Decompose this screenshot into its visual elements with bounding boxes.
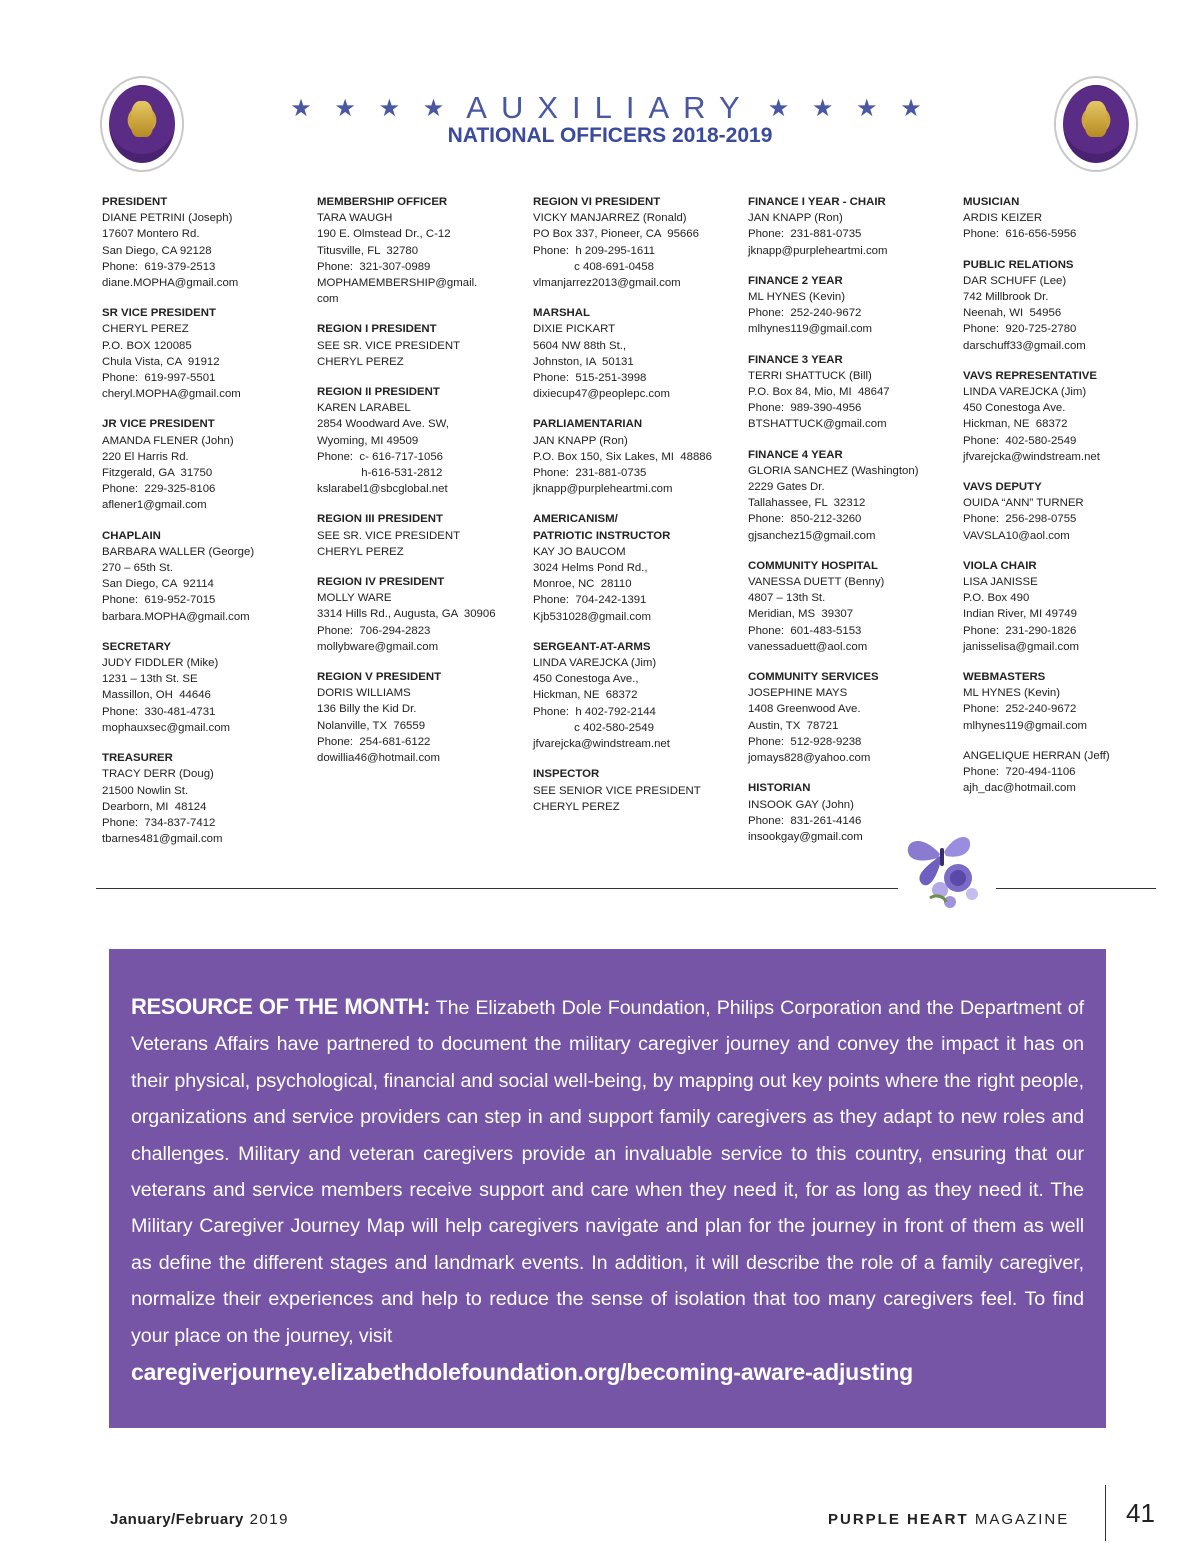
officer-entry: [963, 368, 1175, 465]
officer-role: VAVS REPRESENTATIVE: [963, 369, 1097, 382]
officer-entry: [963, 669, 1175, 734]
officer-detail: Massillon, OH 44646: [102, 689, 211, 702]
officer-detail: Phone: 706-294-2823: [317, 624, 431, 637]
officer-entry: [317, 321, 529, 370]
officer-detail: LINDA VAREJCKA (Jim): [963, 386, 1087, 399]
officer-detail: MOLLY WARE: [317, 592, 392, 605]
officer-entry: [102, 416, 314, 513]
officer-role: REGION II PRESIDENT: [317, 386, 440, 399]
officer-detail: ajh_dac@hotmail.com: [963, 782, 1076, 795]
officer-detail: DIANE PETRINI (Joseph): [102, 212, 233, 225]
officer-entry: [102, 305, 314, 402]
officer-detail: JAN KNAPP (Ron): [748, 212, 843, 225]
page-subtitle: NATIONAL OFFICERS 2018-2019: [447, 124, 773, 147]
officer-role: MUSICIAN: [963, 196, 1020, 208]
officer-entry: [102, 194, 314, 291]
officer-detail: P.O. Box 150, Six Lakes, MI 48886: [533, 450, 712, 463]
officer-detail: Phone: 989-390-4956: [748, 402, 862, 415]
officer-detail: CHERYL PEREZ: [317, 355, 404, 368]
officer-detail: Hickman, NE 68372: [533, 689, 638, 702]
officer-detail: ARDIS KEIZER: [963, 212, 1043, 225]
officer-detail: CHERYL PEREZ: [102, 323, 189, 336]
issue-month: January/February: [110, 1511, 244, 1528]
officer-role: PUBLIC RELATIONS: [963, 258, 1074, 271]
officer-role: PRESIDENT: [102, 196, 168, 208]
officer-detail: BARBARA WALLER (George): [102, 545, 255, 558]
butterfly-rose-ornament: [900, 826, 996, 916]
officer-role: PARLIAMENTARIAN: [533, 418, 643, 431]
officer-detail: dowillia46@hotmail.com: [317, 752, 440, 765]
resource-link[interactable]: caregiverjourney.elizabethdolefoundation.org/becoming-aware-adjusting: [131, 1359, 913, 1386]
officer-entry: [533, 194, 745, 291]
officer-detail: SEE SR. VICE PRESIDENT: [317, 339, 461, 352]
officer-entry: [963, 748, 1175, 797]
officer-detail: Phone: 720-494-1106: [963, 766, 1076, 779]
officer-detail: kslarabel1@sbcglobal.net: [317, 483, 448, 496]
officer-detail: LISA JANISSE: [963, 576, 1038, 589]
officer-detail: gjsanchez15@gmail.com: [748, 529, 876, 542]
officer-detail: P.O. BOX 120085: [102, 339, 192, 352]
officer-entry: [102, 750, 314, 847]
officer-detail: Titusville, FL 32780: [317, 244, 419, 257]
officer-role: CHAPLAIN: [102, 529, 161, 542]
officer-detail: mlhynes119@gmail.com: [748, 323, 873, 336]
officer-entry: [748, 447, 960, 544]
officer-detail: 136 Billy the Kid Dr.: [317, 703, 417, 716]
officer-entry: [317, 669, 529, 766]
officer-detail: Dearborn, MI 48124: [102, 800, 207, 813]
officer-role: SERGEANT-AT-ARMS: [533, 640, 651, 653]
officer-detail: 17607 Montero Rd.: [102, 228, 200, 241]
page-title: AUXILIARY: [466, 90, 754, 125]
resource-paragraph: [131, 989, 1084, 1390]
officer-detail: SEE SR. VICE PRESIDENT: [317, 529, 461, 542]
officer-detail: Monroe, NC 28110: [533, 578, 632, 591]
officer-role: MARSHAL: [533, 307, 590, 320]
officer-detail: KAREN LARABEL: [317, 402, 411, 415]
officer-detail: cheryl.MOPHA@gmail.com: [102, 388, 241, 401]
officer-entry: [748, 194, 960, 259]
officer-detail: jknapp@purpleheartmi.com: [533, 483, 673, 496]
officer-detail: VAVSLA10@aol.com: [963, 529, 1070, 542]
officer-detail: Phone: 402-580-2549: [963, 434, 1077, 447]
officer-detail: GLORIA SANCHEZ (Washington): [748, 464, 919, 477]
officer-role: MEMBERSHIP OFFICER: [317, 196, 448, 208]
officer-detail: 1408 Greenwood Ave.: [748, 703, 861, 716]
officer-detail: JUDY FIDDLER (Mike): [102, 657, 219, 670]
officer-entry: [317, 384, 529, 497]
officer-detail: jfvarejcka@windstream.net: [963, 450, 1100, 463]
officer-role: REGION III PRESIDENT: [317, 513, 443, 526]
officer-detail: Phone: 734-837-7412: [102, 816, 216, 829]
officer-detail: JAN KNAPP (Ron): [533, 434, 628, 447]
officer-detail: Wyoming, MI 49509: [317, 434, 419, 447]
officer-detail: PO Box 337, Pioneer, CA 95666: [533, 228, 699, 241]
officer-detail: Phone: c- 616-717-1056: [317, 450, 444, 463]
officer-detail: ML HYNES (Kevin): [748, 291, 846, 304]
officer-entry: [533, 305, 745, 402]
resource-lead: RESOURCE OF THE MONTH:: [131, 994, 430, 1019]
officer-detail: Phone: 229-325-8106: [102, 483, 216, 496]
officer-detail: 190 E. Olmstead Dr., C-12: [317, 228, 451, 241]
officer-detail: 450 Conestoga Ave.,: [533, 673, 639, 686]
officer-entry: [963, 479, 1175, 544]
officer-detail: Fitzgerald, GA 31750: [102, 467, 213, 480]
officer-role: REGION V PRESIDENT: [317, 671, 442, 684]
officer-role: VIOLA CHAIR: [963, 559, 1037, 572]
officer-entry: [963, 558, 1175, 655]
officer-entry: [102, 639, 314, 736]
officer-detail: LINDA VAREJCKA (Jim): [533, 657, 657, 670]
officer-detail: TRACY DERR (Doug): [102, 768, 214, 781]
officer-detail: SEE SENIOR VICE PRESIDENT: [533, 784, 701, 797]
officer-role: SECRETARY: [102, 640, 171, 653]
officers-columns: [102, 194, 1172, 874]
officer-detail: Phone: 616-656-5956: [963, 228, 1077, 241]
officer-detail: aflener1@gmail.com: [102, 499, 207, 512]
officer-role: WEBMASTERS: [963, 671, 1046, 684]
officer-detail: Phone: 231-881-0735: [748, 228, 862, 241]
officer-detail: 1231 – 13th St. SE: [102, 673, 198, 686]
officer-detail: DIXIE PICKART: [533, 323, 616, 336]
officer-detail: jknapp@purpleheartmi.com: [748, 244, 888, 257]
officer-entry: [533, 416, 745, 497]
officer-detail: Phone: 704-242-1391: [533, 594, 647, 607]
officer-entry: [317, 194, 529, 307]
issue-year: 2019: [249, 1511, 289, 1528]
officer-role: REGION VI PRESIDENT: [533, 196, 661, 208]
officer-detail: Phone: 256-298-0755: [963, 513, 1077, 526]
officer-detail: mlhynes119@gmail.com: [963, 719, 1088, 732]
footer-divider: [1105, 1485, 1106, 1541]
officer-role: FINANCE 3 YEAR: [748, 353, 843, 366]
officer-detail: Phone: 619-952-7015: [102, 594, 216, 607]
officer-detail: Meridian, MS 39307: [748, 608, 854, 621]
officer-detail: jfvarejcka@windstream.net: [533, 738, 670, 751]
officer-detail: MOPHAMEMBERSHIP@gmail.: [317, 277, 478, 290]
officer-entry: [963, 257, 1175, 354]
officer-detail: 3314 Hills Rd., Augusta, GA 30906: [317, 608, 496, 621]
officer-role: FINANCE 4 YEAR: [748, 448, 843, 461]
stars-left: ★ ★ ★ ★: [290, 94, 453, 122]
officer-detail: 2854 Woodward Ave. SW,: [317, 418, 449, 431]
officer-entry: [748, 558, 960, 655]
officer-detail: c 402-580-2549: [533, 721, 654, 734]
officer-detail: 270 – 65th St.: [102, 562, 173, 575]
officer-role: HISTORIAN: [748, 782, 811, 795]
officer-detail: vlmanjarrez2013@gmail.com: [533, 277, 681, 290]
magazine-name-rest: MAGAZINE: [974, 1511, 1070, 1528]
officer-detail: Phone: 512-928-9238: [748, 735, 862, 748]
officer-role: FINANCE I YEAR - CHAIR: [748, 196, 886, 208]
officer-entry: [748, 273, 960, 338]
officer-role: VAVS DEPUTY: [963, 481, 1042, 494]
officer-detail: mophauxsec@gmail.com: [102, 721, 231, 734]
officer-detail: 4807 – 13th St.: [748, 592, 826, 605]
officer-detail: TARA WAUGH: [317, 212, 393, 225]
officer-detail: CHERYL PEREZ: [533, 800, 620, 813]
officer-detail: com: [317, 293, 339, 306]
officer-entry: [748, 669, 960, 766]
officer-role: TREASURER: [102, 752, 173, 765]
officer-detail: janisselisa@gmail.com: [963, 640, 1080, 653]
officer-detail: Johnston, IA 50131: [533, 355, 634, 368]
officer-detail: diane.MOPHA@gmail.com: [102, 277, 239, 290]
magazine-name: [828, 1511, 1069, 1528]
auxiliary-seal-left: [100, 76, 184, 172]
officer-entry: [533, 766, 745, 815]
officer-detail: Phone: 252-240-9672: [748, 307, 862, 320]
officer-detail: Phone: h 402-792-2144: [533, 705, 656, 718]
officer-detail: DAR SCHUFF (Lee): [963, 274, 1067, 287]
officer-detail: OUIDA “ANN” TURNER: [963, 497, 1084, 510]
officer-role: AMERICANISM/ PATRIOTIC INSTRUCTOR: [533, 513, 671, 542]
masthead: [280, 88, 940, 148]
resource-body: The Elizabeth Dole Foundation, Philips Corporation and the Department of Veterans Affairs have partnered to document the military caregiver journey and convey the impact it has on their physical, psychological, financial and social well-being, by mapping out key points where the right people, organizations and service providers can step in and support family caregivers as they adapt to new roles and challenges. Military and veteran caregivers provide an invaluable service to this country, ensuring that our veterans and service members receive support and care when they need it, for as long as they need it. The Military Caregiver Journey Map will help caregivers navigate and plan for the journey in front of them as well as define the different stages and landmark events. In addition, it will describe the role of a family caregiver, normalize their experiences and help to reduce the sense of isolation that too many caregivers feel. To find your place on the journey, visit: [131, 997, 1084, 1347]
officer-role: COMMUNITY HOSPITAL: [748, 559, 878, 572]
auxiliary-seal-right: [1054, 76, 1138, 172]
officer-role: REGION I PRESIDENT: [317, 323, 437, 336]
officers-column-3: [533, 194, 745, 829]
officer-detail: TERRI SHATTUCK (Bill): [748, 369, 872, 382]
officer-detail: BTSHATTUCK@gmail.com: [748, 418, 887, 431]
officer-detail: insookgay@gmail.com: [748, 830, 863, 843]
officer-detail: Phone: 252-240-9672: [963, 703, 1077, 716]
officer-detail: Phone: 619-997-5501: [102, 372, 216, 385]
officer-detail: AMANDA FLENER (John): [102, 434, 234, 447]
officer-detail: ANGELIQUE HERRAN (Jeff): [963, 749, 1110, 762]
officers-column-2: [317, 194, 529, 780]
officer-detail: darschuff33@gmail.com: [963, 339, 1086, 352]
officer-detail: 5604 NW 88th St.,: [533, 339, 627, 352]
officer-detail: KAY JO BAUCOM: [533, 545, 626, 558]
officer-role: COMMUNITY SERVICES: [748, 671, 879, 684]
officer-detail: 450 Conestoga Ave.: [963, 402, 1066, 415]
officer-detail: dixiecup47@peoplepc.com: [533, 388, 670, 401]
officer-detail: CHERYL PEREZ: [317, 545, 404, 558]
officer-detail: San Diego, CA 92128: [102, 244, 212, 257]
officer-detail: jomays828@yahoo.com: [748, 752, 871, 765]
officer-detail: tbarnes481@gmail.com: [102, 833, 223, 846]
resource-of-the-month-panel: [109, 949, 1106, 1428]
officer-detail: h-616-531-2812: [317, 467, 443, 480]
officer-detail: San Diego, CA 92114: [102, 578, 214, 591]
officer-detail: P.O. Box 84, Mio, MI 48647: [748, 386, 890, 399]
officers-column-4: [748, 194, 960, 859]
officer-detail: Tallahassee, FL 32312: [748, 497, 866, 510]
officer-detail: Austin, TX 78721: [748, 719, 839, 732]
divider-left: [96, 888, 898, 889]
officer-detail: 742 Millbrook Dr.: [963, 291, 1049, 304]
officer-entry: [317, 574, 529, 655]
officer-detail: INSOOK GAY (John): [748, 798, 854, 811]
page-number: 41: [1126, 1498, 1155, 1528]
issue-date: [110, 1511, 289, 1528]
officer-detail: Phone: 254-681-6122: [317, 735, 431, 748]
officer-detail: 220 El Harris Rd.: [102, 450, 189, 463]
magazine-name-bold: PURPLE HEART: [828, 1511, 969, 1528]
officers-column-5: [963, 194, 1175, 811]
officer-role: REGION IV PRESIDENT: [317, 576, 445, 589]
divider-right: [996, 888, 1156, 889]
officer-role: JR VICE PRESIDENT: [102, 418, 215, 431]
officer-detail: ML HYNES (Kevin): [963, 687, 1061, 700]
officer-role: FINANCE 2 YEAR: [748, 274, 843, 287]
officer-detail: JOSEPHINE MAYS: [748, 687, 848, 700]
officer-detail: Neenah, WI 54956: [963, 307, 1062, 320]
officer-detail: mollybware@gmail.com: [317, 640, 439, 653]
officer-entry: [533, 511, 745, 624]
officer-detail: Phone: 601-483-5153: [748, 624, 862, 637]
title-row: [280, 88, 940, 128]
officer-detail: Phone: 330-481-4731: [102, 705, 216, 718]
officer-role: SR VICE PRESIDENT: [102, 307, 216, 320]
officer-entry: [533, 639, 745, 752]
officer-detail: VICKY MANJARREZ (Ronald): [533, 212, 687, 225]
officer-detail: Phone: 231-290-1826: [963, 624, 1077, 637]
officer-detail: Phone: 619-379-2513: [102, 260, 216, 273]
officer-detail: Indian River, MI 49749: [963, 608, 1077, 621]
officer-detail: Nolanville, TX 76559: [317, 719, 426, 732]
officer-detail: 3024 Helms Pond Rd.,: [533, 562, 648, 575]
officer-detail: Phone: 920-725-2780: [963, 323, 1077, 336]
officer-detail: barbara.MOPHA@gmail.com: [102, 610, 250, 623]
officer-detail: Phone: 850-212-3260: [748, 513, 862, 526]
officer-role: INSPECTOR: [533, 768, 600, 781]
officer-detail: c 408-691-0458: [533, 260, 654, 273]
officer-detail: Phone: 831-261-4146: [748, 814, 862, 827]
officer-detail: P.O. Box 490: [963, 592, 1030, 605]
officer-detail: 21500 Nowlin St.: [102, 784, 189, 797]
officers-column-1: [102, 194, 314, 861]
officer-detail: Chula Vista, CA 91912: [102, 355, 220, 368]
officer-detail: Hickman, NE 68372: [963, 418, 1068, 431]
officer-detail: VANESSA DUETT (Benny): [748, 576, 885, 589]
officer-detail: Kjb531028@gmail.com: [533, 610, 651, 623]
officer-entry: [317, 511, 529, 560]
officer-detail: Phone: h 209-295-1611: [533, 244, 656, 257]
officer-entry: [748, 352, 960, 433]
officer-detail: Phone: 231-881-0735: [533, 467, 647, 480]
officer-detail: vanessaduett@aol.com: [748, 640, 868, 653]
officer-detail: Phone: 515-251-3998: [533, 372, 647, 385]
officer-detail: 2229 Gates Dr.: [748, 481, 825, 494]
officer-entry: [963, 194, 1175, 243]
officer-entry: [102, 528, 314, 625]
officer-detail: Phone: 321-307-0989: [317, 260, 431, 273]
officer-detail: DORIS WILLIAMS: [317, 687, 411, 700]
stars-right: ★ ★ ★ ★: [767, 94, 930, 122]
